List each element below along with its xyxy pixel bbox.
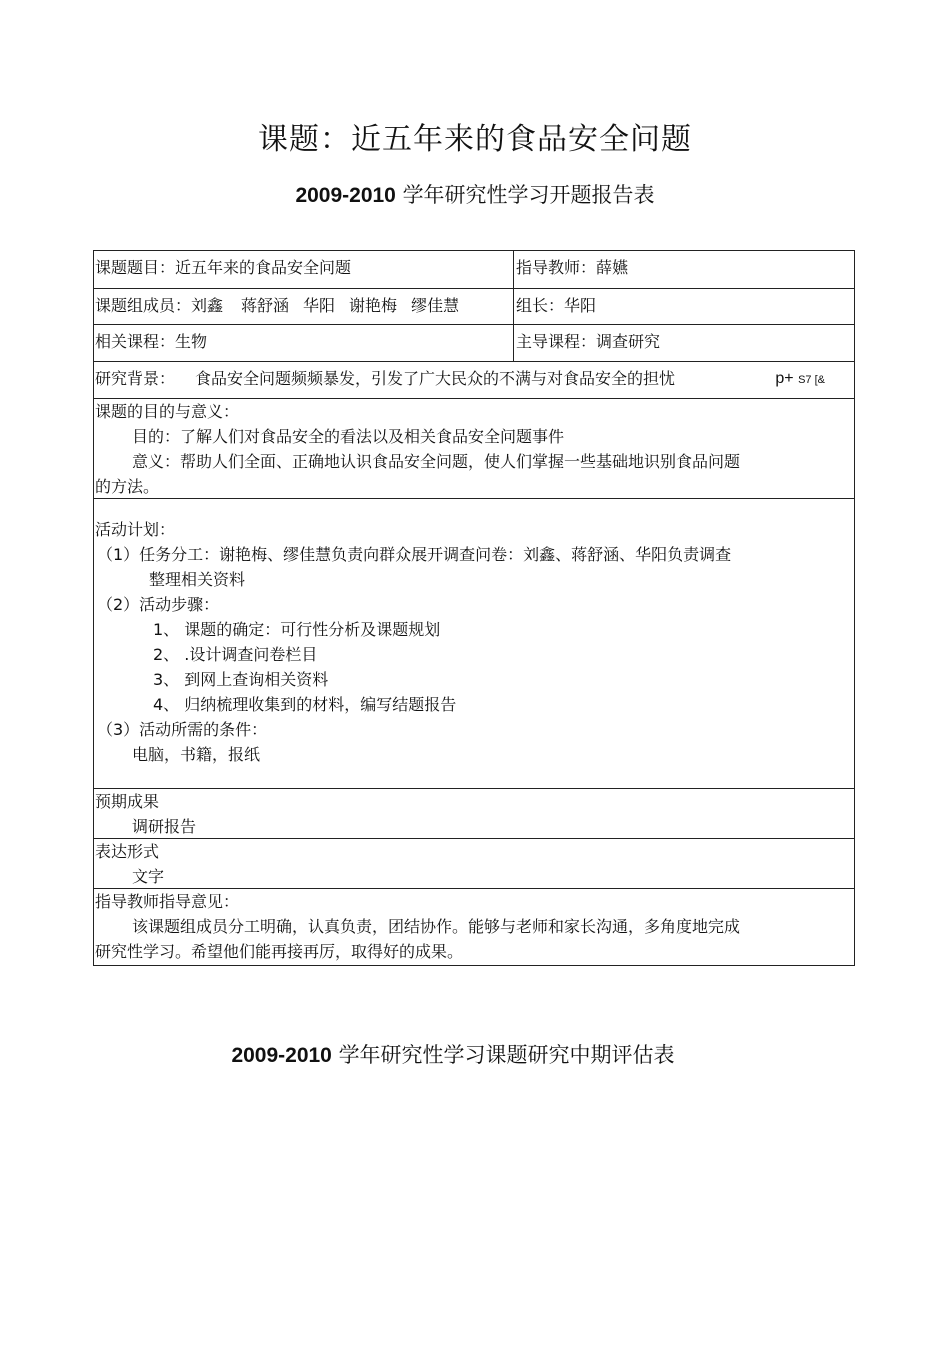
row-members	[94, 289, 854, 325]
row-opinion	[94, 889, 854, 965]
form-value: 文字	[132, 867, 165, 886]
plan-item-1: （1）任务分工：谢艳梅、缪佳慧负责向群众展开调查问卷：刘鑫、蒋舒涵、华阳负责调查	[97, 545, 732, 564]
plan-step: 4、 归纳梳理收集到的材料，编写结题报告	[153, 695, 457, 714]
background-text: 食品安全问题频频暴发，引发了广大民众的不满与对食品安全的担忧	[195, 369, 676, 388]
purpose-meaning: 意义：帮助人们全面、正确地认识食品安全问题，使人们掌握一些基础地识别食品问题	[132, 452, 741, 471]
member-name: 谢艳梅	[349, 296, 398, 315]
member-name: 缪佳慧	[411, 296, 460, 315]
row-purpose	[94, 399, 854, 499]
plan-step: 1、 课题的确定：可行性分析及课题规划	[153, 620, 441, 639]
purpose-label: 课题的目的与意义：	[95, 402, 240, 421]
opinion-text: 该课题组成员分工明确，认真负责，团结协作。能够与老师和家长沟通，多角度地完成	[132, 917, 741, 936]
topic-cell: 课题题目：近五年来的食品安全问题	[94, 251, 514, 288]
advisor-cell: 指导教师：薛嬿	[516, 258, 629, 277]
members-cell	[94, 289, 514, 324]
report-table	[93, 250, 855, 966]
form-cell	[94, 839, 854, 888]
plan-label: 活动计划：	[95, 520, 176, 539]
opinion-label: 指导教师指导意见：	[95, 892, 240, 911]
subtitle-year: 2009-2010	[231, 1044, 332, 1067]
plan-cell	[94, 499, 854, 788]
purpose-meaning-cont: 的方法。	[95, 477, 160, 496]
plan-item-1-cont: 整理相关资料	[149, 570, 246, 589]
main-course-cell: 主导课程：调查研究	[516, 332, 661, 351]
leader-cell: 组长：华阳	[516, 296, 597, 315]
opinion-cell	[94, 889, 854, 965]
subtitle-year: 2009-2010	[295, 184, 396, 207]
subtitle-text: 学年研究性学习开题报告表	[402, 183, 655, 207]
row-expected	[94, 789, 854, 839]
background-noise: p+ S7 [&	[775, 370, 825, 387]
plan-step: 3、 到网上查询相关资料	[153, 670, 329, 689]
row-plan	[94, 499, 854, 789]
plan-item-2: （2）活动步骤：	[97, 595, 220, 614]
related-course-cell: 相关课程：生物	[94, 325, 514, 361]
member-name: 华阳	[303, 296, 336, 315]
subtitle-text: 学年研究性学习课题研究中期评估表	[338, 1043, 675, 1067]
row-topic	[94, 251, 854, 289]
page-title: 课题：近五年来的食品安全问题	[258, 122, 692, 157]
member-name: 蒋舒涵	[241, 296, 290, 315]
opinion-text-cont: 研究性学习。希望他们能再接再厉，取得好的成果。	[95, 942, 464, 961]
midterm-subtitle	[0, 1040, 928, 1071]
plan-item-3: （3）活动所需的条件：	[97, 720, 268, 739]
report-subtitle	[0, 180, 950, 211]
expected-cell	[94, 789, 854, 838]
background-cell	[94, 362, 854, 398]
form-label: 表达形式	[95, 842, 160, 861]
purpose-cell	[94, 399, 854, 498]
expected-label: 预期成果	[95, 792, 160, 811]
row-background	[94, 362, 854, 399]
row-courses	[94, 325, 854, 362]
background-label: 研究背景：	[95, 369, 176, 388]
row-form	[94, 839, 854, 889]
purpose-goal: 目的：了解人们对食品安全的看法以及相关食品安全问题事件	[132, 427, 565, 446]
members-label: 课题组成员：刘鑫	[95, 296, 224, 315]
plan-step: 2、 .设计调查问卷栏目	[153, 645, 318, 664]
expected-value: 调研报告	[132, 817, 197, 836]
plan-conditions: 电脑，书籍，报纸	[132, 745, 261, 764]
